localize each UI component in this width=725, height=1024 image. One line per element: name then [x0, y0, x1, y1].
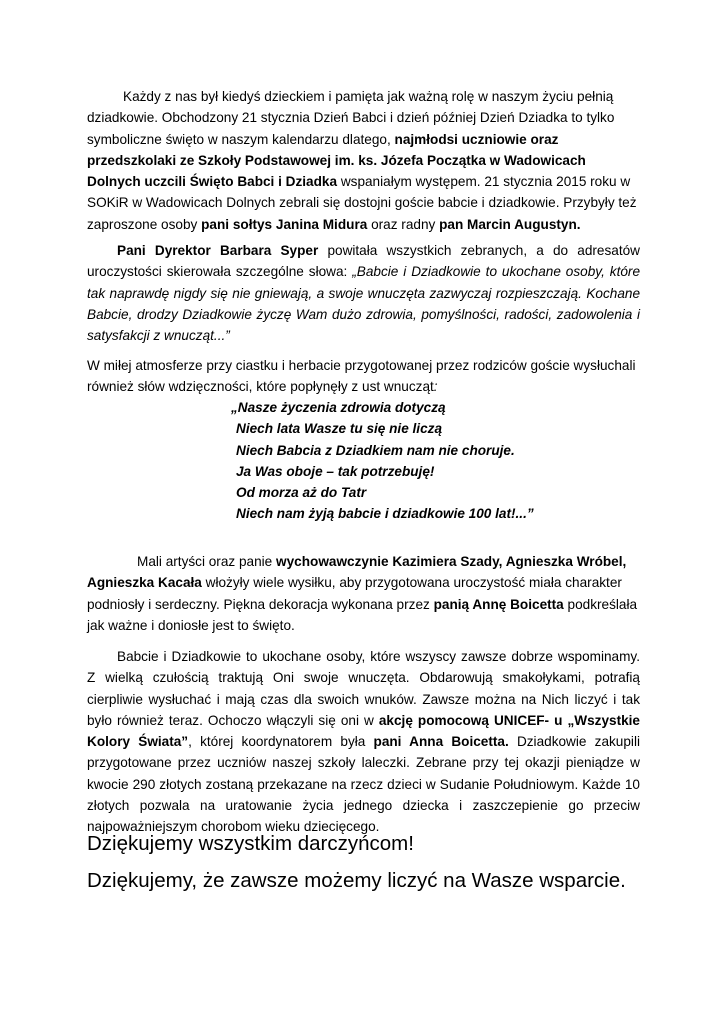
poem [231, 397, 534, 525]
unicef-bold-action: akcję pomocową UNICEF- u „Wszystkie Kolory Świata” [87, 712, 640, 750]
poem-line: Niech lata Wasze tu się nie liczą [236, 421, 443, 437]
paragraph-atmosphere [87, 355, 640, 398]
poem-line: Ja Was oboje – tak potrzebuję! [236, 463, 435, 479]
paragraph-unicef [87, 646, 640, 838]
intro-text: Każdy z nas był kiedyś dzieckiem i pamięta jak ważną rolę w naszym życiu pełnią dziadkowie. Obchodzony 21 stycznia Dzień Babci i dzień później Dzień Dziadka to tylko symboliczne święto w naszym kalendarzu dlatego, [87, 89, 615, 147]
intro-bold-radny: pan Marcin Augustyn. [439, 216, 581, 232]
artists-text-3: podkreślała jak ważne i doniosłe jest to święto. [87, 596, 638, 633]
paragraph-intro [87, 86, 640, 235]
poem-line: Niech nam żyją babcie i dziadkowie 100 lat!...” [236, 506, 534, 522]
unicef-bold-coordinator: pani Anna Boicetta. [373, 734, 509, 750]
artists-text: Mali artyści oraz panie [137, 554, 277, 569]
director-name: Pani Dyrektor Barbara Syper [117, 243, 319, 258]
poem-line: Od morza aż do Tatr [236, 485, 367, 501]
unicef-text: Babcie i Dziadkowie to ukochane osoby, które wszyscy zawsze dobrze wspominamy. Z wielką czułością traktują Oni swoje wnuczęta. Obdarowują smakołykami, potrafią cierpliwie wysłuchać i mają czas dla swoich wnuków. Zawsze można na Nich liczyć i tak było również teraz. Ochoczo włączyli się oni w [87, 649, 640, 728]
paragraph-artists [87, 551, 640, 636]
artists-bold-teachers: wychowawczynie Kazimiera Szady, Agnieszka Wróbel, Agnieszka Kacała [87, 554, 627, 591]
thanks-line-1: Dziękujemy wszystkim darczyńcom! [87, 832, 414, 855]
artists-text-2: włożyły wiele wysiłku, aby przygotowana uroczystość miała charakter podniosły i serdeczny. Piękna dekoracja wykonana przez [87, 575, 622, 612]
atmosphere-text: W miłej atmosferze przy ciastku i herbacie przygotowanej przez rodziców goście wysłuchali również słów wdzięczności, które popłynęły z ust wnucząt [87, 358, 636, 395]
paragraph-director [87, 240, 640, 346]
intro-text-3: oraz radny [367, 216, 440, 232]
intro-text-2: wspaniałym występem. 21 stycznia 2015 roku w SOKiR w Wadowicach Dolnych zebrali się dostojni goście babcie i dziadkowie. Przybyły też zaproszone osoby [87, 174, 637, 232]
poem-line: „Nasze życzenia zdrowia dotyczą [231, 400, 446, 415]
atmosphere-colon: : [433, 379, 438, 395]
poem-line: Niech Babcia z Dziadkiem nam nie choruje. [236, 442, 515, 458]
director-quote: „Babcie i Dziadkowie to ukochane osoby, które tak naprawdę nigdy się nie gniewają, a swoje wnuczęta zazwyczaj rozpieszczają. Kochane Babcie, drodzy Dziadkowie życzę Wam dużo zdrowia, pomyślności, radości, zadowolenia i satysfakcji z wnucząt...” [87, 264, 641, 344]
director-text: powitała wszystkich zebranych, a do adresatów uroczystości skierowała szczególne słowa: [87, 243, 640, 280]
thanks-line-2: Dziękujemy, że zawsze możemy liczyć na Wasze wsparcie. [87, 869, 626, 892]
unicef-text-3: Dziadkowie zakupili przygotowane przez uczniów naszej szkoły laleczki. Zebrane przy tej okazji pieniądze w kwocie 290 złotych zostaną przekazane na rzecz dzieci w Sudanie Południowym. Każde 10 złotych pozwala na uratowanie życia jednego dziecka i zaszczepienie go przeciw najpoważniejszym chorobom wieku dziecięcego. [87, 734, 640, 835]
unicef-text-2: , której koordynatorem była [188, 734, 374, 750]
intro-bold-soltys: pani sołtys Janina Midura [201, 216, 368, 232]
artists-bold-decoration: panią Annę Boicetta [433, 596, 564, 612]
intro-bold-school: najmłodsi uczniowie oraz przedszkolaki ze Szkoły Podstawowej im. ks. Józefa Początka w Wadowicach Dolnych uczcili Święto Babci i Dziadka [87, 131, 586, 190]
